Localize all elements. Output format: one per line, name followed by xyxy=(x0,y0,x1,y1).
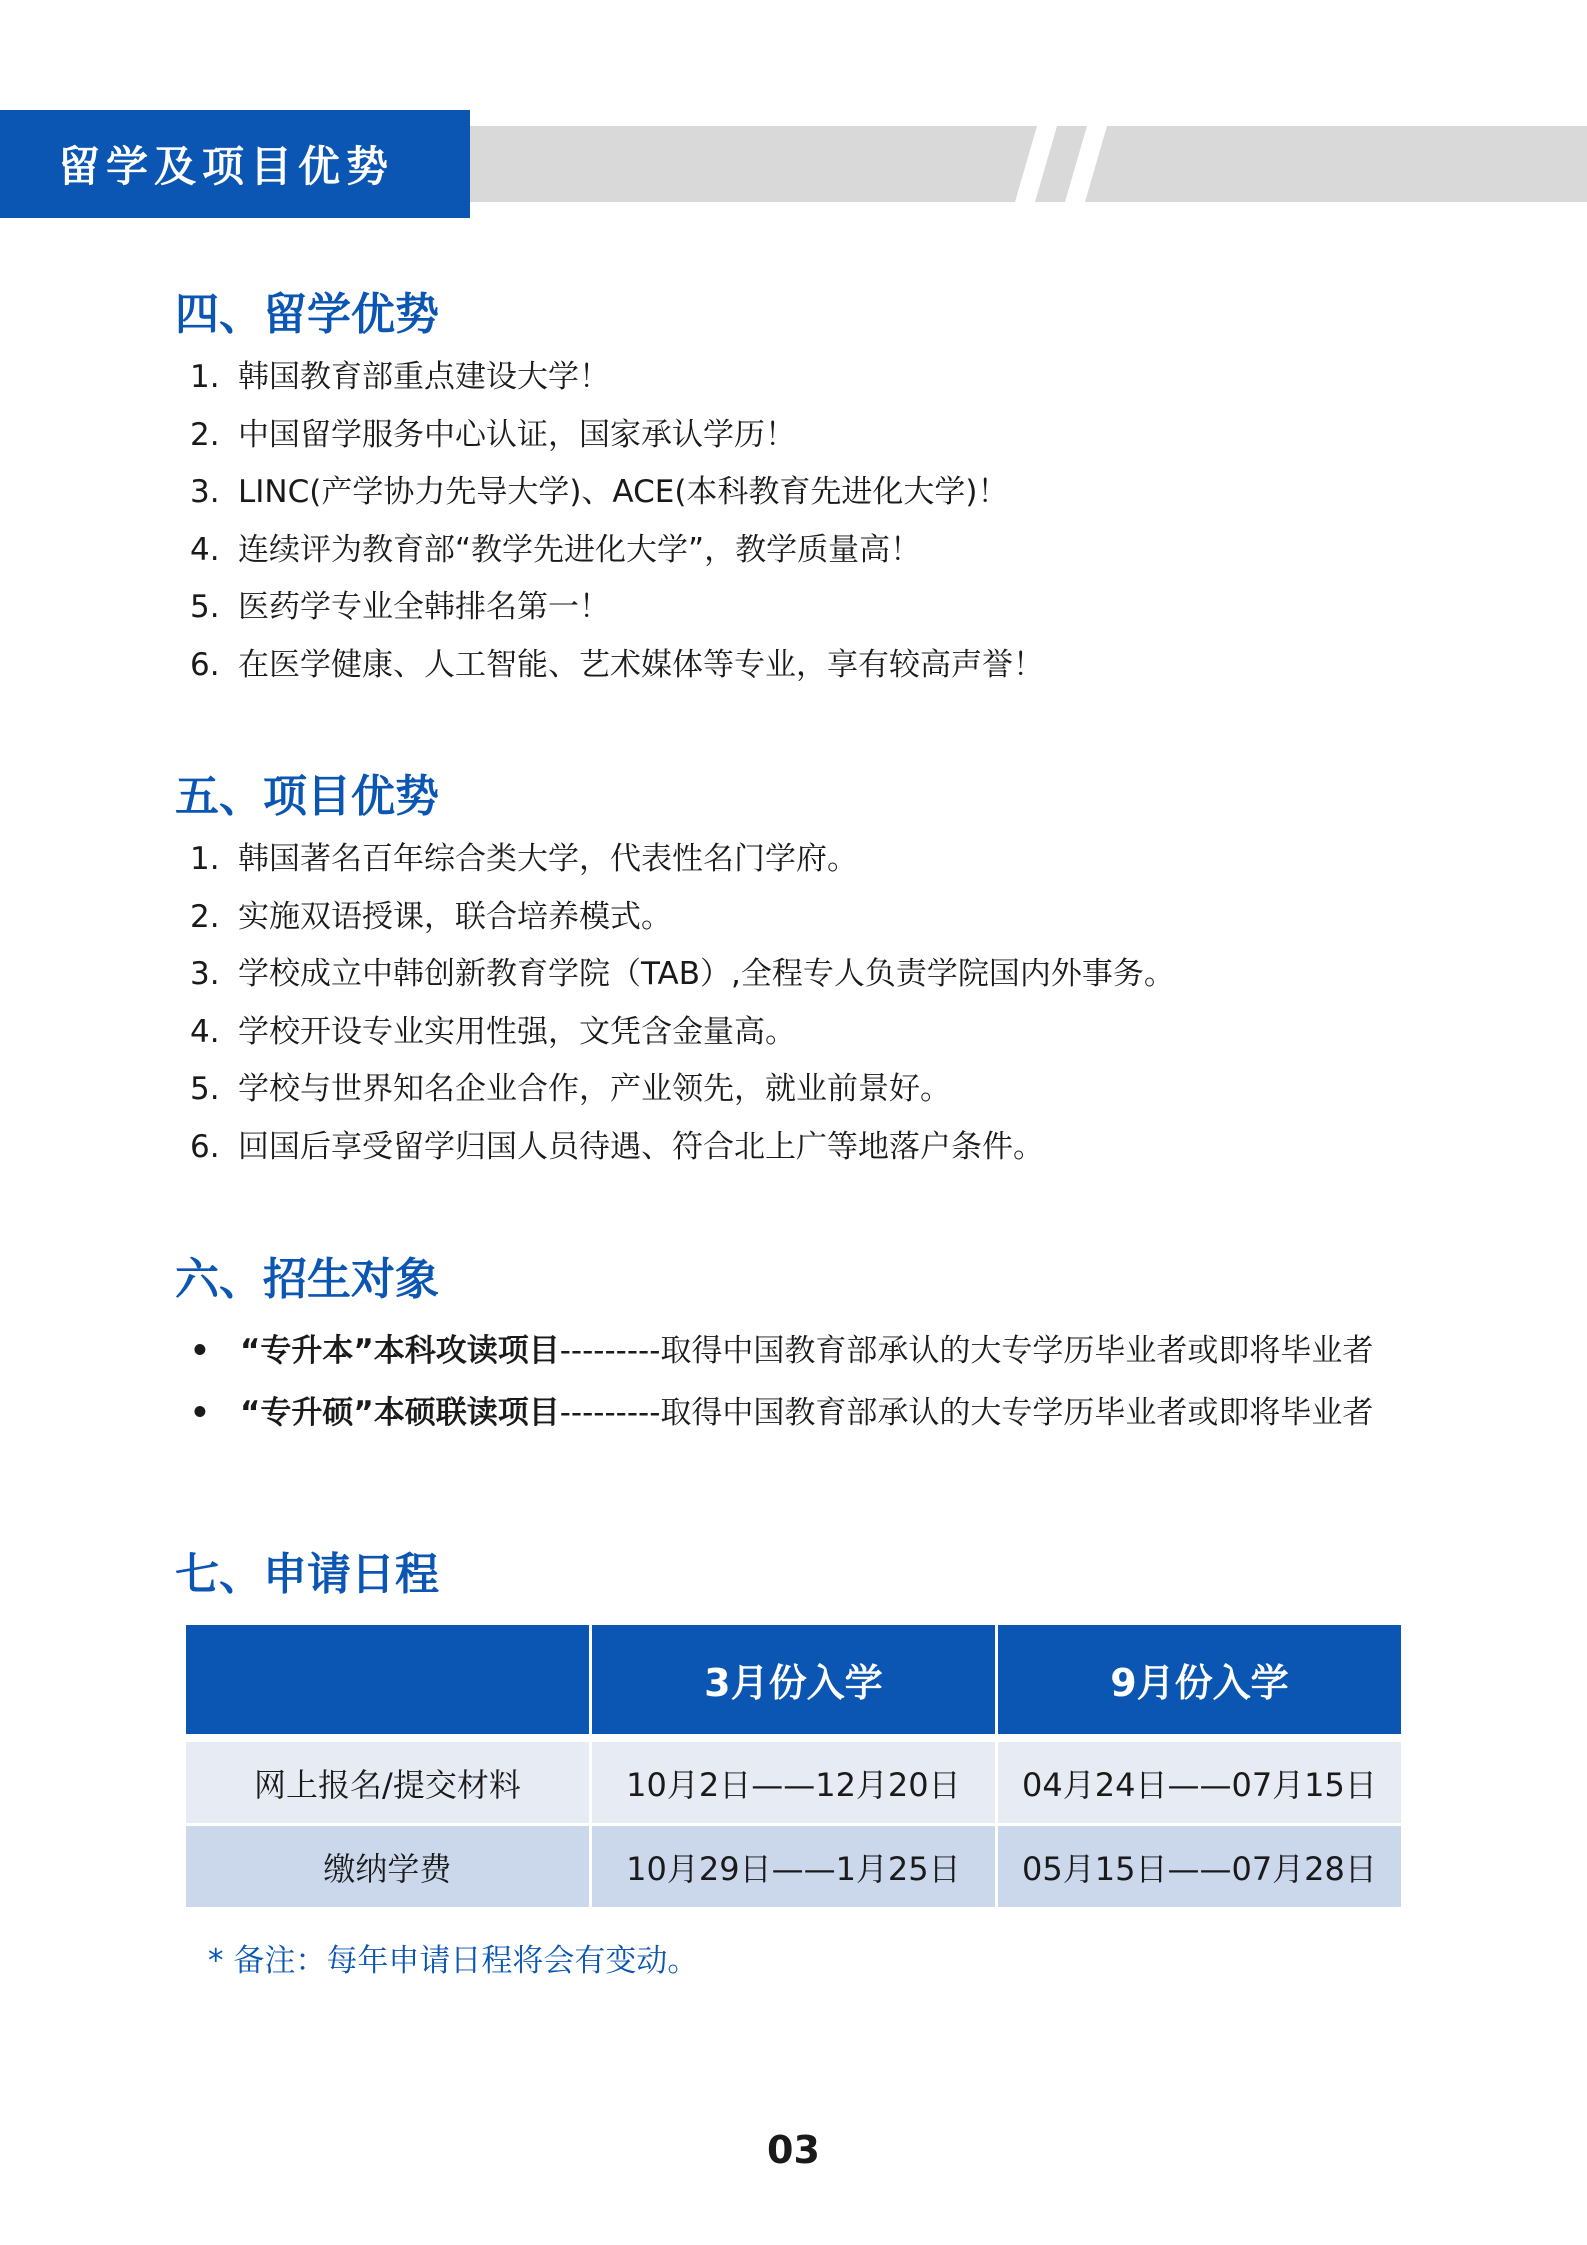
bullet-icon: • xyxy=(190,1395,210,1431)
list-item: 1. 韩国教育部重点建设大学！ xyxy=(190,359,610,395)
stripe-tail xyxy=(1085,126,1587,202)
bullet-icon: • xyxy=(190,1333,210,1369)
list-item: 5. 医药学专业全韩排名第一！ xyxy=(190,589,610,625)
table-row xyxy=(186,1823,1401,1907)
stripe-main xyxy=(470,126,1037,202)
table-cell: 网上报名/提交材料 xyxy=(186,1734,589,1823)
list-item: 4. 连续评为教育部“教学先进化大学”，教学质量高！ xyxy=(190,531,922,568)
table-cell: 10月2日——12月20日 xyxy=(592,1734,995,1823)
section-title-program: 五、项目优势 xyxy=(175,771,439,822)
list-item: 5. 学校与世界知名企业合作，产业领先，就业前景好。 xyxy=(190,1071,951,1107)
table-cell: 05月15日——07月28日 xyxy=(998,1823,1401,1907)
list-item: • “专升本”本科攻读项目---------取得中国教育部承认的大专学历毕业者或即将毕业者 xyxy=(190,1320,1373,1382)
table-cell: 04月24日——07月15日 xyxy=(998,1734,1401,1823)
page-number: 03 xyxy=(767,2128,820,2172)
section-header-bar xyxy=(0,110,1587,218)
table-cell: 10月29日——1月25日 xyxy=(592,1823,995,1907)
eligibility-list xyxy=(190,1320,1373,1444)
program-advantages-list xyxy=(190,831,1175,1176)
table-header-cell xyxy=(186,1625,589,1734)
table-header-cell: 3月份入学 xyxy=(592,1625,995,1734)
list-item: 2. 中国留学服务中心认证，国家承认学历！ xyxy=(190,416,796,453)
table-header-row xyxy=(186,1625,1401,1734)
list-item: • “专升硕”本硕联读项目---------取得中国教育部承认的大专学历毕业者或即将毕业者 xyxy=(190,1382,1373,1444)
schedule-note: * 备注：每年申请日程将会有变动。 xyxy=(208,1943,699,1979)
list-item: 6. 回国后享受留学归国人员待遇、符合北上广等地落户条件。 xyxy=(190,1128,1044,1165)
section-title-eligibility: 六、招生对象 xyxy=(175,1254,439,1305)
stripe-slash xyxy=(1035,126,1087,202)
table-row xyxy=(186,1734,1401,1823)
list-item: 4. 学校开设专业实用性强，文凭含金量高。 xyxy=(190,1013,796,1050)
list-item: 2. 实施双语授课，联合培养模式。 xyxy=(190,898,672,935)
schedule-table xyxy=(183,1625,1404,1907)
table-header-cell: 9月份入学 xyxy=(998,1625,1401,1734)
section-title-advantages: 四、留学优势 xyxy=(175,289,439,340)
list-item: 3. LINC(产学协力先导大学)、ACE(本科教育先进化大学)！ xyxy=(190,474,1009,510)
section-title-schedule: 七、申请日程 xyxy=(175,1549,439,1600)
list-item: 6. 在医学健康、人工智能、艺术媒体等专业，享有较高声誉！ xyxy=(190,646,1044,683)
list-item: 3. 学校成立中韩创新教育学院（TAB）,全程专人负责学院国内外事务。 xyxy=(190,956,1175,992)
header-title: 留学及项目优势 xyxy=(0,110,470,218)
list-item: 1. 韩国著名百年综合类大学，代表性名门学府。 xyxy=(190,841,858,877)
table-cell: 缴纳学费 xyxy=(186,1823,589,1907)
study-advantages-list xyxy=(190,349,1044,694)
